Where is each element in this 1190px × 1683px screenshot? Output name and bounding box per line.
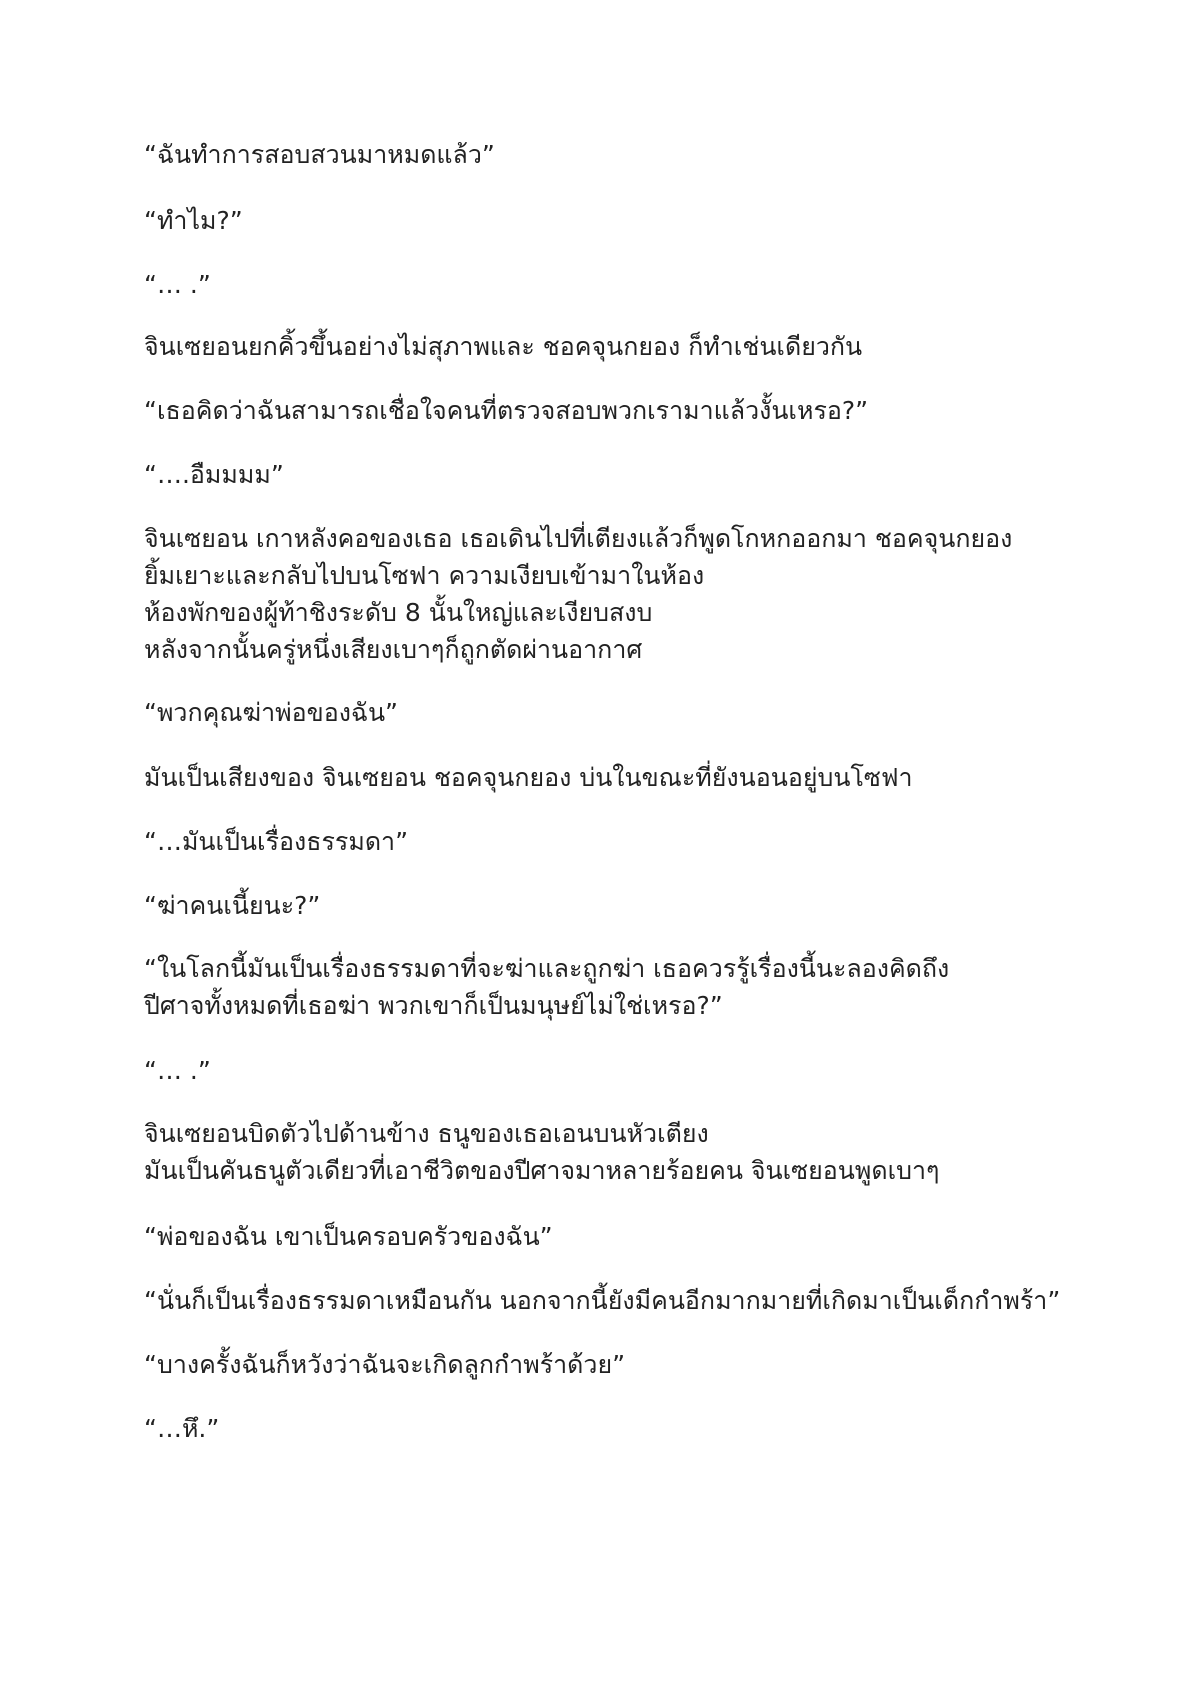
- text-line: จินเซยอนยกคิ้วขึ้นอย่างไม่สุภาพและ ชอคจุนกยอง ก็ทำเช่นเดียวกัน: [144, 332, 863, 361]
- text-line: “…มันเป็นเรื่องธรรมดา”: [144, 827, 409, 856]
- paragraph-8: [144, 694, 1094, 731]
- paragraph-6: [144, 456, 1094, 493]
- text-line: “พวกคุณฆ่าพ่อของฉัน”: [144, 698, 398, 727]
- text-line: หลังจากนั้นครู่หนึ่งเสียงเบาๆก็ถูกตัดผ่านอากาศ: [144, 635, 643, 664]
- text-line: “บางครั้งฉันก็หวังว่าฉันจะเกิดลูกกำพร้าด้วย”: [144, 1350, 626, 1379]
- paragraph-12: [144, 950, 1094, 1024]
- text-line: “… .”: [144, 1056, 211, 1085]
- paragraph-4: [144, 328, 1094, 365]
- text-line: “….อืมมมม”: [144, 460, 284, 489]
- text-line: “ฉันทำการสอบสวนมาหมดแล้ว”: [144, 140, 495, 169]
- text-line: ปีศาจทั้งหมดที่เธอฆ่า พวกเขาก็เป็นมนุษย์ไม่ใช่เหรอ?”: [144, 991, 723, 1020]
- text-line: จินเซยอน เกาหลังคอของเธอ เธอเดินไปที่เตียงแล้วก็พูดโกหกออกมา ชอคจุนกยอง: [144, 524, 1013, 553]
- text-line: มันเป็นเสียงของ จินเซยอน ชอคจุนกยอง บ่นในขณะที่ยังนอนอยู่บนโซฟา: [144, 763, 913, 792]
- text-line: ห้องพักของผู้ท้าชิงระดับ 8 นั้นใหญ่และเงียบสงบ: [144, 598, 653, 627]
- paragraph-17: [144, 1346, 1094, 1383]
- paragraph-16: [144, 1282, 1094, 1319]
- paragraph-3: [144, 266, 1094, 303]
- paragraph-9: [144, 759, 1094, 796]
- paragraph-1: [144, 136, 1094, 173]
- text-line: “นั่นก็เป็นเรื่องธรรมดาเหมือนกัน นอกจากนี้ยังมีคนอีกมากมายที่เกิดมาเป็นเด็กกำพร้า”: [144, 1286, 1061, 1315]
- paragraph-13: [144, 1052, 1094, 1089]
- text-line: “… .”: [144, 270, 211, 299]
- text-line: “เธอคิดว่าฉันสามารถเชื่อใจคนที่ตรวจสอบพวกเรามาแล้วงั้นเหรอ?”: [144, 396, 869, 425]
- paragraph-18: [144, 1410, 1094, 1447]
- paragraph-2: [144, 202, 1094, 239]
- paragraph-10: [144, 823, 1094, 860]
- paragraph-11: [144, 887, 1094, 924]
- text-line: จินเซยอนบิดตัวไปด้านข้าง ธนูของเธอเอนบนหัวเตียง: [144, 1119, 709, 1148]
- paragraph-15: [144, 1218, 1094, 1255]
- text-line: “…หึ.”: [144, 1414, 220, 1443]
- text-line: “พ่อของฉัน เขาเป็นครอบครัวของฉัน”: [144, 1222, 553, 1251]
- text-line: ยิ้มเยาะและกลับไปบนโซฟา ความเงียบเข้ามาในห้อง: [144, 561, 705, 590]
- paragraph-14: [144, 1115, 1094, 1189]
- text-line: “ในโลกนี้มันเป็นเรื่องธรรมดาที่จะฆ่าและถูกฆ่า เธอควรรู้เรื่องนี้นะลองคิดถึง: [144, 954, 950, 983]
- text-line: “ฆ่าคนเนี้ยนะ?”: [144, 891, 321, 920]
- text-line: “ทำไม?”: [144, 206, 243, 235]
- paragraph-5: [144, 392, 1094, 429]
- text-line: มันเป็นคันธนูตัวเดียวที่เอาชีวิตของปีศาจมาหลายร้อยคน จินเซยอนพูดเบาๆ: [144, 1156, 940, 1185]
- paragraph-7: [144, 520, 1094, 668]
